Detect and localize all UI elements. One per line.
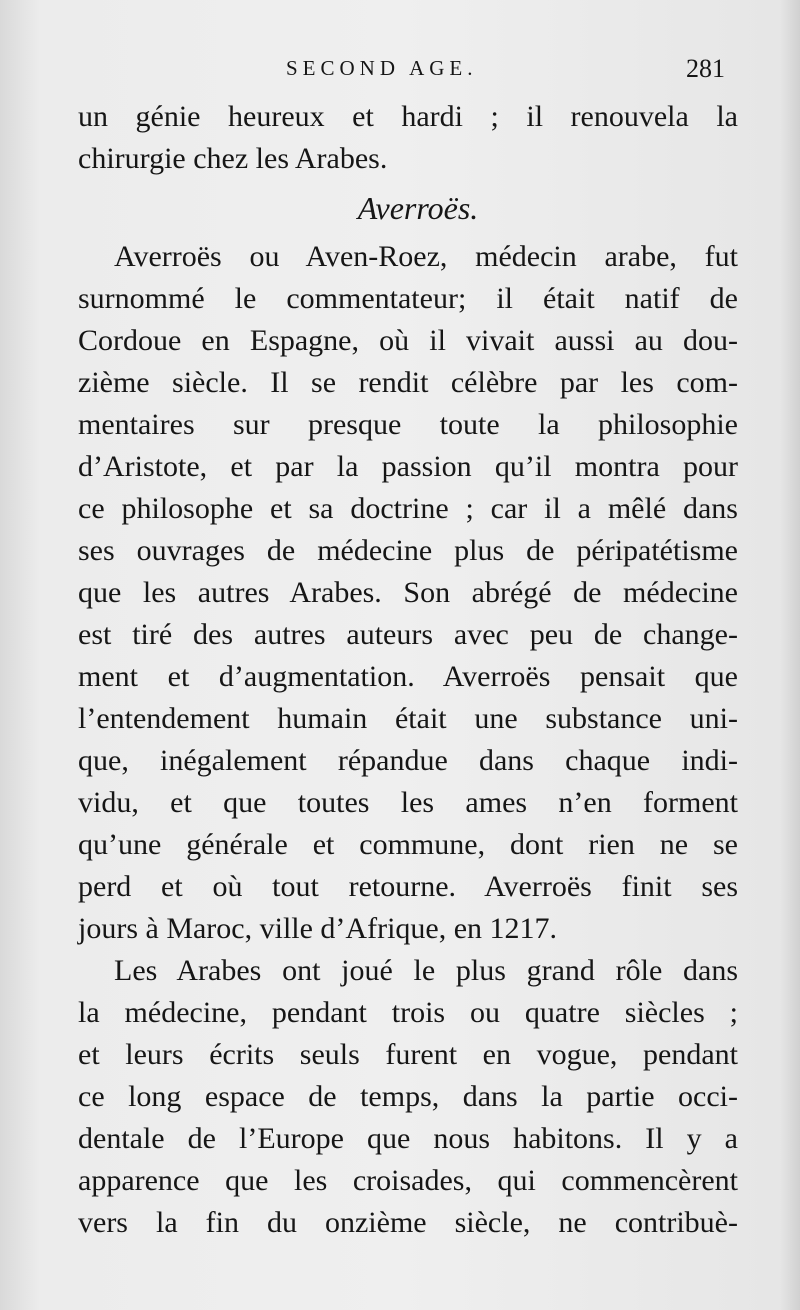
text-line: zième siècle. Il se rendit célèbre par les com- [78, 366, 738, 399]
page-number: 281 [686, 54, 725, 83]
text-line: ce philosophe et sa doctrine ; car il a mêlé dans [78, 492, 738, 525]
text-line: que les autres Arabes. Son abrégé de médecine [78, 576, 738, 609]
text-line: la médecine, pendant trois ou quatre siècles ; [78, 996, 738, 1029]
text-line: vers la fin du onzième siècle, ne contribuè- [78, 1206, 738, 1239]
section-title: SECOND AGE. [286, 56, 478, 80]
text-line: perd et où tout retourne. Averroës finit ses [78, 870, 738, 903]
section-heading: Averroës. [357, 190, 479, 226]
text-line: ment et d’augmentation. Averroës pensait que [78, 660, 738, 693]
text-line: mentaires sur presque toute la philosophie [78, 408, 738, 441]
text-line: est tiré des autres auteurs avec peu de change- [78, 618, 738, 651]
text-line: d’Aristote, et par la passion qu’il montra pour [78, 450, 738, 483]
text-line: ses ouvrages de médecine plus de péripatétisme [78, 534, 738, 567]
text-line: Cordoue en Espagne, où il vivait aussi au dou- [78, 324, 738, 357]
body-text [78, 96, 738, 1244]
text-line: un génie heureux et hardi ; il renouvela la [78, 100, 738, 133]
text-line: surnommé le commentateur; il était natif de [78, 282, 738, 315]
text-line: ce long espace de temps, dans la partie occi- [78, 1080, 738, 1113]
text-line: Les Arabes ont joué le plus grand rôle dans [114, 954, 738, 987]
running-head [0, 56, 800, 88]
text-line: chirurgie chez les Arabes. [78, 142, 388, 175]
text-line: et leurs écrits seuls furent en vogue, pendant [78, 1038, 738, 1071]
text-line: apparence que les croisades, qui commencèrent [78, 1164, 738, 1197]
text-line: que, inégalement répandue dans chaque indi- [78, 744, 738, 777]
text-line: dentale de l’Europe que nous habitons. Il y a [78, 1122, 738, 1155]
text-line: qu’une générale et commune, dont rien ne se [78, 828, 738, 861]
text-line: Averroës ou Aven-Roez, médecin arabe, fut [114, 240, 738, 273]
text-line: vidu, et que toutes les ames n’en forment [78, 786, 738, 819]
text-line: l’entendement humain était une substance uni- [78, 702, 738, 735]
text-line: jours à Maroc, ville d’Afrique, en 1217. [78, 912, 558, 945]
